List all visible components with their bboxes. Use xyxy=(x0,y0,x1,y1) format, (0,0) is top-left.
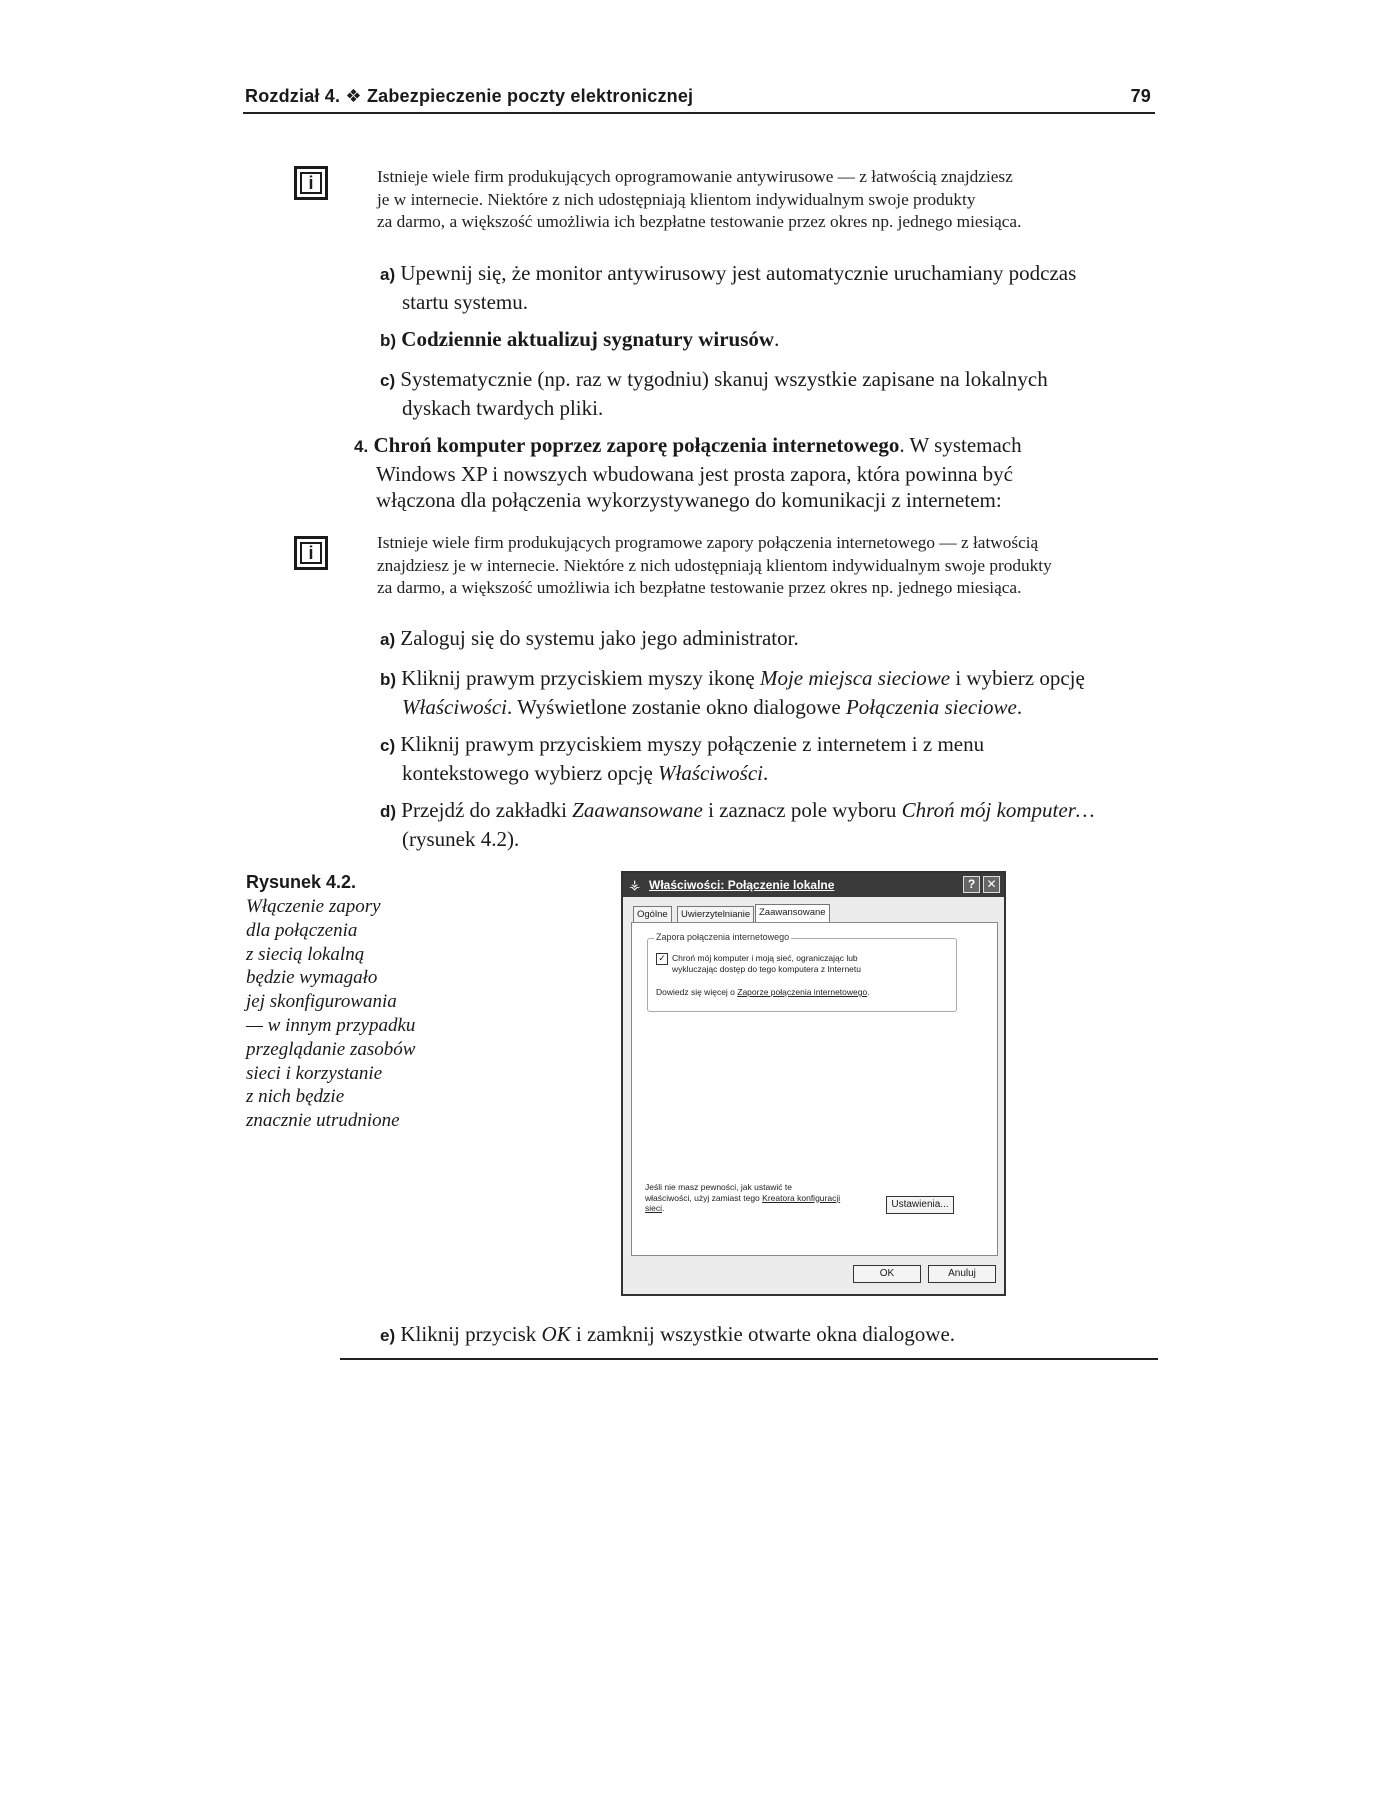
step-4e xyxy=(380,1321,1160,1350)
caption-line: będzie wymagało xyxy=(246,967,378,989)
step-3a xyxy=(380,260,1160,315)
firewall-groupbox xyxy=(647,932,957,1012)
advanced-tab-panel xyxy=(631,922,998,1132)
step-text: Zaloguj się do systemu jako jego administrator. xyxy=(400,626,799,650)
note-line: za darmo, a większość umożliwia ich bezpłatne testowanie przez okres np. jednego miesiąca. xyxy=(377,212,1022,231)
figure-caption-text xyxy=(246,895,446,1133)
learn-more-prefix: Dowiedz się więcej o xyxy=(656,987,738,997)
checkbox-label-line: wykluczając dostęp do tego komputera z Internetu xyxy=(672,963,861,974)
learn-more-suffix: . xyxy=(867,987,870,997)
step-text: Kliknij prawym przyciskiem myszy ikonę xyxy=(401,666,760,690)
step-4 xyxy=(354,432,1164,514)
figure-caption xyxy=(246,872,446,1133)
caption-line: dla połączenia xyxy=(246,919,358,941)
item-label: c) xyxy=(380,371,396,390)
chapter-title: Rozdział 4. ❖ Zabezpieczenie poczty elektronicznej xyxy=(245,86,694,106)
step-text-italic: OK xyxy=(541,1322,571,1346)
wizard-text xyxy=(645,1182,875,1214)
dialog-titlebar xyxy=(623,873,1004,897)
tab-authentication[interactable]: Uwierzytelnianie xyxy=(677,906,754,922)
step-text: . Wyświetlone zostanie okno dialogowe xyxy=(507,694,846,719)
step-3c xyxy=(380,366,1160,421)
note-line: Istnieje wiele firm produkujących oprogramowanie antywirusowe — z łatwością znajdziesz xyxy=(377,167,1013,186)
step-text-italic: Połączenia sieciowe xyxy=(845,694,1017,719)
step-text: i zaznacz pole wyboru xyxy=(702,798,902,822)
step-text: kontekstowego wybierz opcję xyxy=(402,760,659,785)
network-wizard-link-cont[interactable]: sieci xyxy=(645,1203,663,1213)
step-4a xyxy=(380,625,1160,654)
caption-line: z nich będzie xyxy=(246,1086,345,1108)
step-text-italic: Właściwości xyxy=(658,760,764,785)
properties-dialog-screenshot xyxy=(621,871,1006,1296)
advanced-tab-panel-lower xyxy=(631,1130,998,1256)
wizard-suffix: . xyxy=(662,1203,665,1213)
note-line: je w internecie. Niektóre z nich udostępniają klientom indywidualnym swoje produkty xyxy=(377,189,976,209)
step-text: (rysunek 4.2). xyxy=(402,826,520,851)
step-text: i zamknij wszystkie otwarte okna dialogowe. xyxy=(570,1322,956,1346)
step-text-italic: Właściwości xyxy=(402,694,507,719)
step-text-bold: Chroń komputer poprzez zaporę połączenia internetowego xyxy=(373,433,900,457)
step-text: Kliknij prawym przyciskiem myszy połączenie z internetem i z menu xyxy=(400,732,985,756)
step-4d xyxy=(380,797,1160,852)
caption-line: jej skonfigurowania xyxy=(246,991,397,1013)
groupbox-title: Zapora połączenia internetowego xyxy=(656,932,790,942)
wizard-line: Jeśli nie masz pewności, jak ustawić te xyxy=(645,1182,792,1192)
step-text: Windows XP i nowszych wbudowana jest prosta zapora, która powinna być xyxy=(376,461,1013,486)
caption-line: Włączenie zapory xyxy=(246,896,381,917)
running-head xyxy=(243,86,1155,114)
step-text: . xyxy=(763,760,769,785)
item-label: c) xyxy=(380,736,396,755)
note-line: za darmo, a większość umożliwia ich bezpłatne testowanie przez okres np. jednego miesiąca. xyxy=(377,578,1022,597)
dialog-title: Właściwości: Połączenie lokalne xyxy=(649,878,835,892)
firewall-help-link[interactable]: Zaporze połączenia internetowego xyxy=(737,987,868,997)
item-label: e) xyxy=(380,1326,396,1345)
item-label: b) xyxy=(380,331,397,350)
step-text-italic: Chroń mój komputer… xyxy=(901,798,1095,822)
info-icon: i xyxy=(294,536,328,570)
caption-line: — w innym przypadku xyxy=(246,1014,416,1036)
step-text: Przejdź do zakładki xyxy=(401,798,573,822)
item-label: a) xyxy=(380,265,396,284)
figure-caption-title: Rysunek 4.2. xyxy=(246,872,357,892)
step-text: i wybierz opcję xyxy=(950,666,1085,690)
step-3b xyxy=(380,326,1160,355)
checkbox-label xyxy=(672,953,952,974)
step-text: Upewnij się, że monitor antywirusowy jest automatycznie uruchamiany podczas xyxy=(400,261,1077,285)
caption-line: przeglądanie zasobów xyxy=(246,1038,416,1060)
step-4c xyxy=(380,731,1160,786)
close-icon[interactable]: ✕ xyxy=(983,876,1000,893)
learn-more-text xyxy=(656,987,952,998)
note-line: Istnieje wiele firm produkujących programowe zapory połączenia internetowego — z łatwością xyxy=(377,533,1039,552)
step-text: Kliknij przycisk xyxy=(400,1322,542,1346)
protect-computer-checkbox[interactable]: ✓ xyxy=(656,953,668,965)
item-label: b) xyxy=(380,670,397,689)
step-text: startu systemu. xyxy=(402,289,528,314)
tab-general[interactable]: Ogólne xyxy=(633,906,672,922)
caption-line: z siecią lokalną xyxy=(246,943,365,965)
note-line: znajdziesz je w internecie. Niektóre z nich udostępniają klientom indywidualnym swoje produkty xyxy=(377,555,1052,575)
step-text: . W systemach xyxy=(899,433,1022,457)
info-note-firewall xyxy=(377,532,1167,600)
section-end-rule xyxy=(340,1358,1158,1360)
step-text: włączona dla połączenia wykorzystywanego do komunikacji z internetem: xyxy=(376,488,1002,512)
caption-line: sieci i korzystanie xyxy=(246,1062,383,1084)
step-text: . xyxy=(1016,694,1023,719)
step-text-italic: Moje miejsca sieciowe xyxy=(759,666,951,690)
help-icon[interactable]: ? xyxy=(963,876,980,893)
page-number: 79 xyxy=(1130,86,1151,106)
checkbox-label-line: Chroń mój komputer i moją sieć, ograniczając lub xyxy=(672,953,858,963)
step-text: Systematycznie (np. raz w tygodniu) skanuj wszystkie zapisane na lokalnych xyxy=(400,367,1048,391)
wizard-line: właściwości, użyj zamiast tego xyxy=(645,1192,763,1203)
cancel-button[interactable]: Anuluj xyxy=(928,1265,996,1283)
info-note-antivirus xyxy=(377,166,1167,234)
step-text: . xyxy=(774,327,780,351)
step-text-bold: Codziennie aktualizuj sygnatury wirusów xyxy=(401,327,775,351)
network-icon: ⚶ xyxy=(629,877,641,892)
settings-button[interactable]: Ustawienia... xyxy=(886,1196,954,1214)
network-wizard-link[interactable]: Kreatora konfiguracji xyxy=(762,1192,841,1203)
caption-line: znacznie utrudnione xyxy=(246,1110,400,1132)
info-icon: i xyxy=(294,166,328,200)
tab-advanced[interactable]: Zaawansowane xyxy=(755,904,830,922)
item-label: a) xyxy=(380,630,396,649)
step-text: dyskach twardych pliki. xyxy=(402,395,604,420)
item-label: d) xyxy=(380,802,397,821)
step-text-italic: Zaawansowane xyxy=(572,798,703,822)
ok-button[interactable]: OK xyxy=(853,1265,921,1283)
item-label: 4. xyxy=(354,437,369,456)
step-4b xyxy=(380,665,1170,720)
